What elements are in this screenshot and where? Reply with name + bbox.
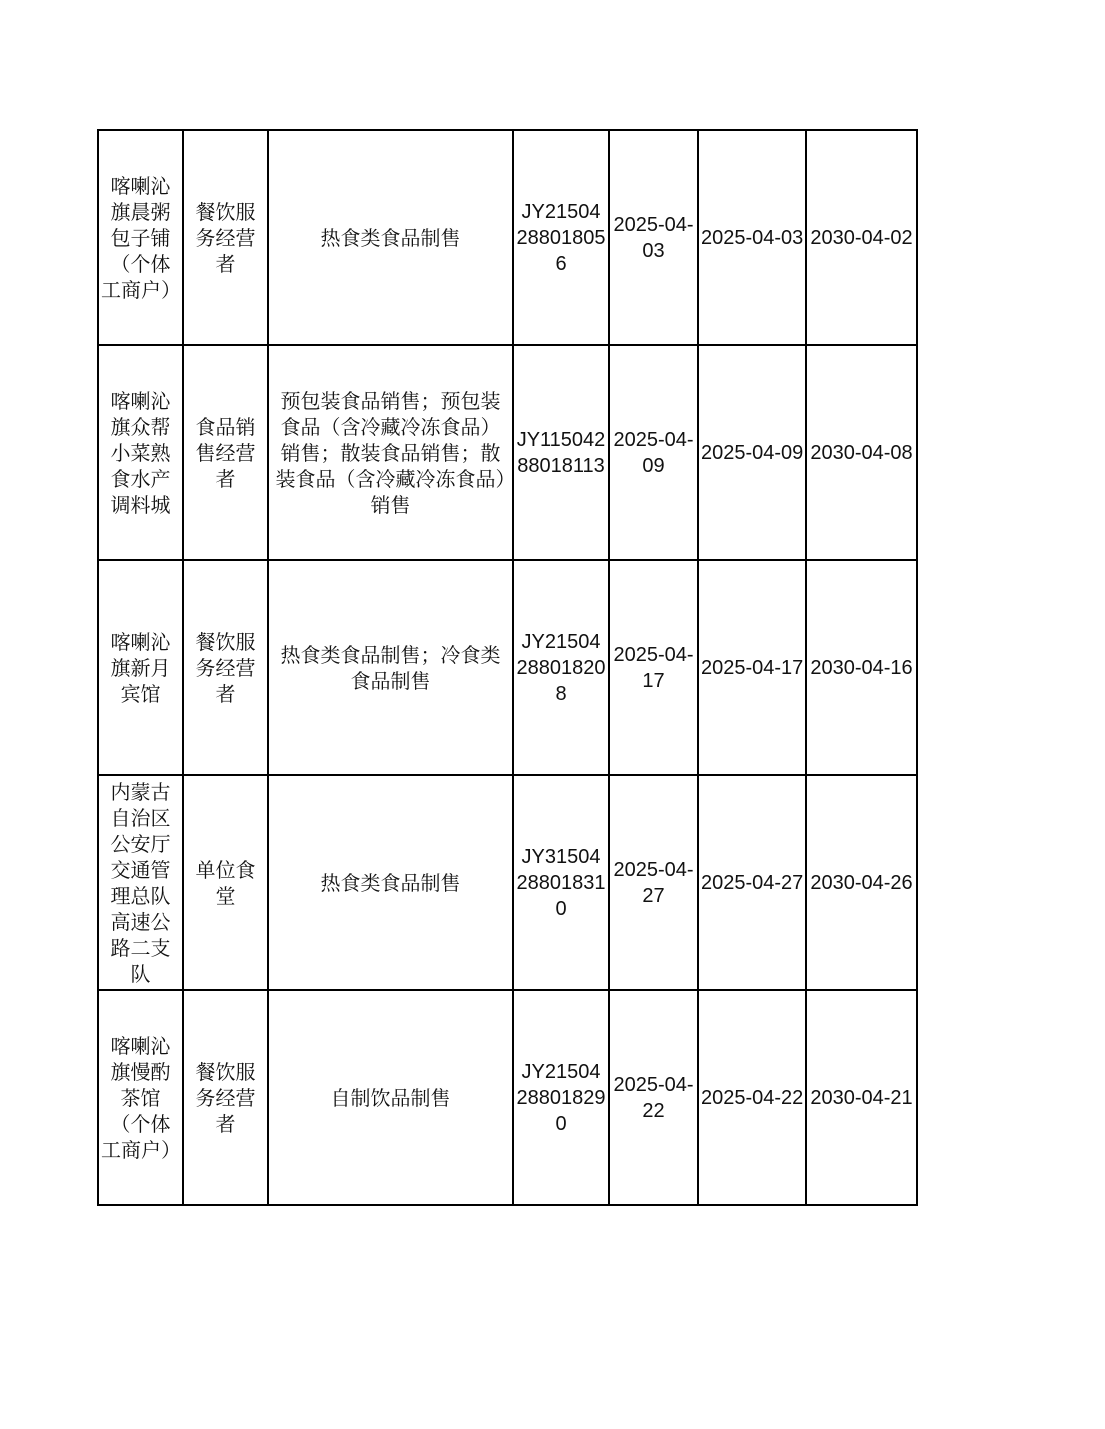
table-row	[98, 775, 917, 990]
valid-from-cell: 2025-04-17	[698, 560, 806, 775]
table-row	[98, 560, 917, 775]
table-row	[98, 990, 917, 1205]
business-scope-cell: 热食类食品制售；冷食类食品制售	[268, 560, 513, 775]
issue-date-cell: 2025-04-22	[609, 990, 698, 1205]
valid-to-cell: 2030-04-16	[806, 560, 917, 775]
table-row	[98, 345, 917, 560]
business-name-cell: 喀喇沁旗慢酌茶馆（个体工商户）	[98, 990, 183, 1205]
business-name-cell: 喀喇沁旗众帮小菜熟食水产调料城	[98, 345, 183, 560]
license-number-cell: JY31504288018310	[513, 775, 609, 990]
license-number-cell: JY21504288018208	[513, 560, 609, 775]
business-name-cell: 喀喇沁旗晨粥包子铺（个体工商户）	[98, 130, 183, 345]
business-scope-cell: 热食类食品制售	[268, 775, 513, 990]
issue-date-cell: 2025-04-17	[609, 560, 698, 775]
business-type-cell: 单位食堂	[183, 775, 268, 990]
business-scope-cell: 热食类食品制售	[268, 130, 513, 345]
license-number-cell: JY21504288018290	[513, 990, 609, 1205]
valid-to-cell: 2030-04-26	[806, 775, 917, 990]
issue-date-cell: 2025-04-27	[609, 775, 698, 990]
business-name-cell: 内蒙古自治区公安厅交通管理总队高速公路二支队	[98, 775, 183, 990]
business-type-cell: 食品销售经营者	[183, 345, 268, 560]
issue-date-cell: 2025-04-03	[609, 130, 698, 345]
table-row	[98, 130, 917, 345]
business-type-cell: 餐饮服务经营者	[183, 990, 268, 1205]
issue-date-cell: 2025-04-09	[609, 345, 698, 560]
valid-to-cell: 2030-04-02	[806, 130, 917, 345]
license-table	[97, 129, 918, 1206]
valid-to-cell: 2030-04-21	[806, 990, 917, 1205]
business-scope-cell: 自制饮品制售	[268, 990, 513, 1205]
valid-from-cell: 2025-04-27	[698, 775, 806, 990]
business-name-cell: 喀喇沁旗新月宾馆	[98, 560, 183, 775]
valid-to-cell: 2030-04-08	[806, 345, 917, 560]
business-type-cell: 餐饮服务经营者	[183, 560, 268, 775]
valid-from-cell: 2025-04-09	[698, 345, 806, 560]
business-type-cell: 餐饮服务经营者	[183, 130, 268, 345]
valid-from-cell: 2025-04-03	[698, 130, 806, 345]
license-number-cell: JY21504288018056	[513, 130, 609, 345]
valid-from-cell: 2025-04-22	[698, 990, 806, 1205]
license-number-cell: JY11504288018113	[513, 345, 609, 560]
business-scope-cell: 预包装食品销售；预包装食品（含冷藏冷冻食品）销售；散装食品销售；散装食品（含冷藏冷冻食品）销售	[268, 345, 513, 560]
